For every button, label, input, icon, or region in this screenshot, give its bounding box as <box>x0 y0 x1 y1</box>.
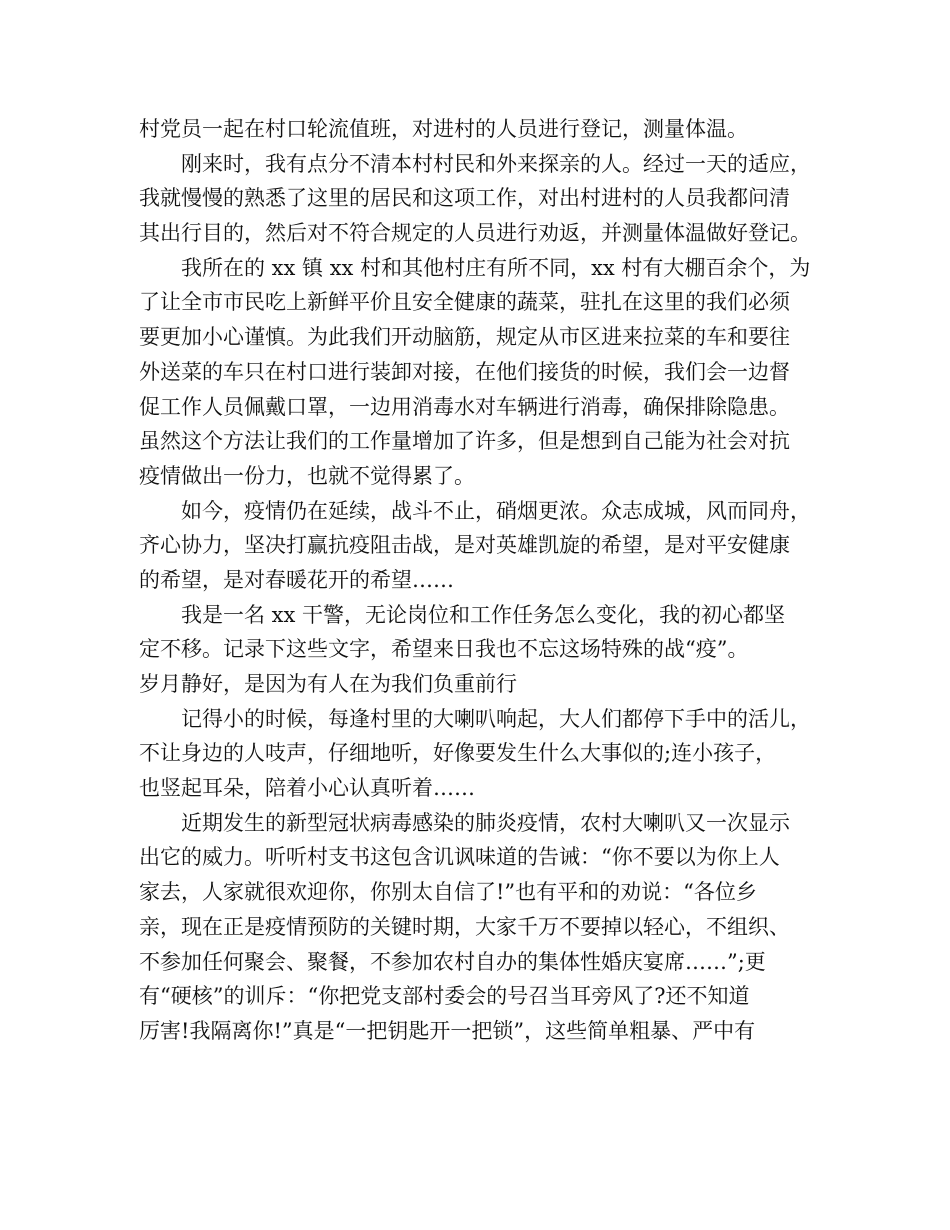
text-line: 我就慢慢的熟悉了这里的居民和这项工作，对出村进村的人员我都问清 <box>139 186 790 211</box>
paragraph-first-line: 我是一名 xx 干警，无论岗位和工作任务怎么变化，我的初心都坚 <box>181 602 786 627</box>
text-line: 促工作人员佩戴口罩，一边用消毒水对车辆进行消毒，确保排除隐患。 <box>139 394 790 419</box>
paragraph-first-line: 如今，疫情仍在延续，战斗不止，硝烟更浓。众志成城，风而同舟， <box>181 498 811 523</box>
text-line: 出它的威力。听听村支书这包含讥讽味道的告诫：“你不要以为你上人 <box>139 845 780 870</box>
text-line: 家去，人家就很欢迎你，你别太自信了!”也有平和的劝说：“各位乡 <box>139 880 757 905</box>
text-line: 岁月静好，是因为有人在为我们负重前行 <box>139 672 517 696</box>
text-line: 其出行目的，然后对不符合规定的人员进行劝返，并测量体温做好登记。 <box>139 221 811 246</box>
document-body <box>139 112 819 1049</box>
text-line: 定不移。记录下这些文字，希望来日我也不忘这场特殊的战“疫”。 <box>139 637 749 662</box>
text-line: 疫情做出一份力，也就不觉得累了。 <box>139 463 475 488</box>
text-line: 齐心协力，坚决打赢抗疫阻击战，是对英雄凯旋的希望，是对平安健康 <box>139 533 790 558</box>
text-line: 了让全市市民吃上新鲜平价且安全健康的蔬菜，驻扎在这里的我们必须 <box>139 290 790 315</box>
text-line: 厉害!我隔离你!”真是“一把钥匙开一把锁”，这些简单粗暴、严中有 <box>139 1018 756 1043</box>
paragraph-first-line: 刚来时，我有点分不清本村村民和外来探亲的人。经过一天的适应， <box>181 151 811 176</box>
text-line: 外送菜的车只在村口进行装卸对接，在他们接货的时候，我们会一边督 <box>139 359 790 384</box>
text-line: 不让身边的人吱声，仔细地听，好像要发生什么大事似的;连小孩子， <box>139 741 777 766</box>
text-line: 有“硬核”的训斥：“你把党支部村委会的号召当耳旁风了?还不知道 <box>139 984 750 1009</box>
paragraph-first-line: 近期发生的新型冠状病毒感染的肺炎疫情，农村大喇叭又一次显示 <box>181 810 790 835</box>
text-line: 也竖起耳朵，陪着小心认真听着…… <box>139 776 475 801</box>
text-line: 不参加任何聚会、聚餐，不参加农村自办的集体性婚庆宴席……”;更 <box>139 949 766 974</box>
paragraph-first-line: 记得小的时候，每逢村里的大喇叭响起，大人们都停下手中的活儿， <box>181 706 811 731</box>
text-line: 村党员一起在村口轮流值班，对进村的人员进行登记，测量体温。 <box>139 117 748 141</box>
text-line: 要更加小心谨慎。为此我们开动脑筋，规定从市区进来拉菜的车和要往 <box>139 325 790 350</box>
text-line: 的希望，是对春暖花开的希望…… <box>139 567 454 592</box>
paragraph-first-line: 我所在的 xx 镇 xx 村和其他村庄有所不同，xx 村有大棚百余个，为 <box>181 255 811 280</box>
text-line: 亲，现在正是疫情预防的关键时期，大家千万不要掉以轻心，不组织、 <box>139 914 790 939</box>
text-line: 虽然这个方法让我们的工作量增加了许多，但是想到自己能为社会对抗 <box>139 429 790 454</box>
